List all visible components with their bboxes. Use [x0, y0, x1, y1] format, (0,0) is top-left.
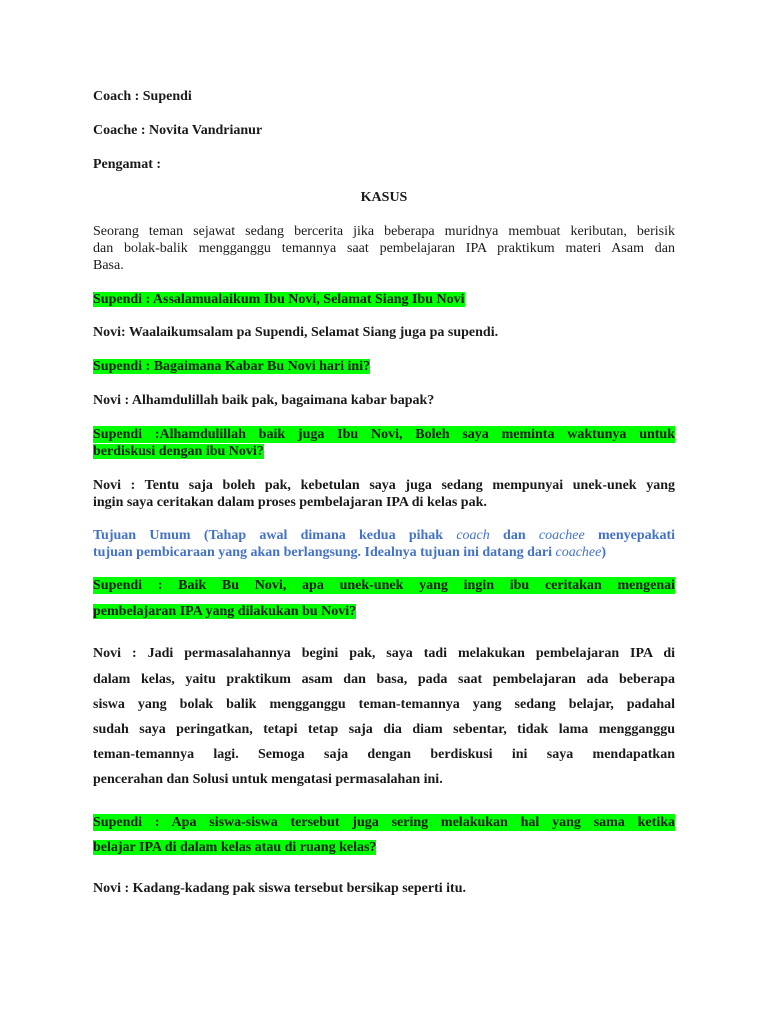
dialog-supendi-2 [93, 358, 370, 375]
dialog-text: Supendi : Assalamualaikum Ibu Novi, Selamat Siang Ibu Novi [93, 292, 465, 307]
goal-text: tujuan pembicaraan yang akan berlangsung. Idealnya tujuan ini datang dari [93, 545, 556, 560]
dialog-novi-5: Novi : Kadang-kadang pak siswa tersebut bersikap seperti itu. [93, 881, 466, 896]
dialog-supendi-3-line-2 [93, 443, 264, 460]
coachee-line: Coache : Novita Vandrianur [93, 123, 263, 138]
dialog-text: berdiskusi dengan ibu Novi? [93, 444, 264, 459]
dialog-novi-4-line-2: dalam kelas, yaitu praktikum asam dan basa, pada saat pembelajaran ada beberapa [93, 672, 675, 687]
dialog-novi-4-line-3: siswa yang bolak balik mengganggu teman-temannya yang sedang belajar, padahal [93, 697, 675, 712]
goal-text: ) [601, 545, 607, 560]
dialog-novi-4-line-1: Novi : Jadi permasalahannya begini pak, saya tadi melakukan pembelajaran IPA di [93, 646, 675, 661]
goal-line-2 [93, 544, 606, 561]
coach-line: Coach : Supendi [93, 89, 192, 104]
dialog-novi-4-line-5: teman-temannya lagi. Semoga saja dengan berdiskusi ini saya mendapatkan [93, 747, 675, 762]
dialog-supendi-5-line-2 [93, 839, 376, 856]
dialog-text: pembelajaran IPA yang dilakukan bu Novi? [93, 604, 357, 619]
goal-term-coach: coach [456, 528, 490, 543]
dialog-text: belajar IPA di dalam kelas atau di ruang kelas? [93, 840, 377, 855]
observer-line: Pengamat : [93, 157, 162, 172]
case-text-line-1: Seorang teman sejawat sedang bercerita jika beberapa muridnya membuat keributan, berisik [93, 224, 675, 239]
goal-line-1 [93, 527, 675, 544]
dialog-novi-1: Novi: Waalaikumsalam pa Supendi, Selamat Siang juga pa supendi. [93, 325, 499, 340]
case-text-line-2: dan bolak-balik mengganggu temannya saat pembelajaran IPA praktikum materi Asam dan [93, 241, 675, 256]
dialog-novi-4-line-4: sudah saya peringatkan, tetapi tetap saja dia diam sebentar, tidak lama mengganggu [93, 722, 675, 737]
case-title: KASUS [360, 190, 408, 205]
goal-text: Tujuan Umum (Tahap awal dimana kedua pihak [93, 528, 457, 543]
dialog-novi-3-line-1: Novi : Tentu saja boleh pak, kebetulan saya juga sedang mempunyai unek-unek yang [93, 478, 675, 493]
goal-text: dan [489, 528, 539, 543]
goal-text: menyepakati [584, 528, 675, 543]
dialog-supendi-4-line-1: Supendi : Baik Bu Novi, apa unek-unek yang ingin ibu ceritakan mengenai [93, 578, 675, 593]
dialog-novi-3-line-2: ingin saya ceritakan dalam proses pembelajaran IPA di kelas pak. [93, 495, 487, 510]
dialog-supendi-5-line-1: Supendi : Apa siswa-siswa tersebut juga sering melakukan hal yang sama ketika [93, 815, 675, 830]
goal-term-coachee: coachee [538, 528, 585, 543]
case-text-line-3: Basa. [93, 258, 124, 273]
dialog-supendi-1 [93, 291, 465, 308]
dialog-supendi-3-line-1: Supendi :Alhamdulillah baik juga Ibu Novi, Boleh saya meminta waktunya untuk [93, 427, 675, 442]
dialog-supendi-4-line-2 [93, 603, 356, 620]
goal-term-coachee: coachee [555, 545, 602, 560]
dialog-text: Supendi : Bagaimana Kabar Bu Novi hari ini? [93, 359, 371, 374]
dialog-novi-2: Novi : Alhamdulillah baik pak, bagaimana kabar bapak? [93, 393, 435, 408]
dialog-novi-4-line-6: pencerahan dan Solusi untuk mengatasi permasalahan ini. [93, 772, 443, 787]
